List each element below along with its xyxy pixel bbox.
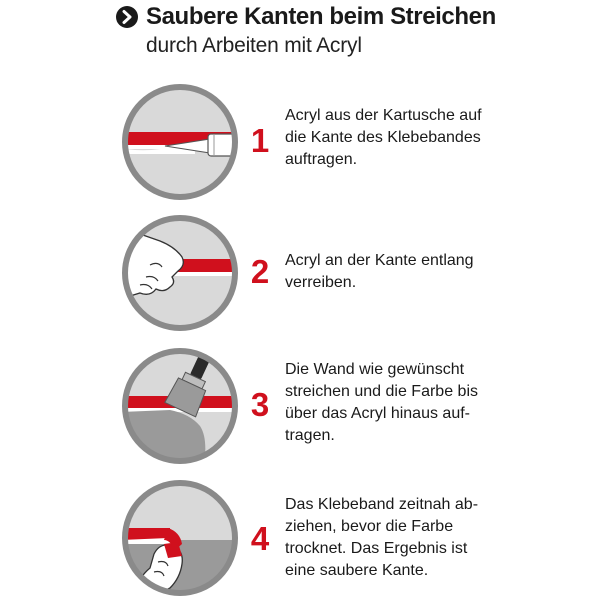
step-number: 1 [250, 122, 270, 159]
step-1 [0, 82, 600, 207]
tape-peel-icon [120, 478, 240, 598]
step-4 [0, 478, 600, 603]
step-2 [0, 213, 600, 338]
step-number: 2 [250, 253, 270, 290]
step-text: Acryl aus der Kartusche auf die Kante des Klebebandes auftragen. [285, 107, 482, 168]
header [116, 2, 586, 58]
finger-smoothing-icon [120, 213, 240, 333]
step-number: 3 [250, 386, 270, 423]
step-text: Acryl an der Kante entlang verreiben. [285, 252, 474, 291]
page-subtitle: durch Arbeiten mit Acryl [146, 34, 362, 57]
step-text: Die Wand wie gewünscht streichen und die Farbe bis über das Acryl hinaus auf- tragen. [285, 361, 478, 444]
chevron-right-circle-icon [116, 6, 138, 28]
page-title: Saubere Kanten beim Streichen [146, 3, 496, 30]
paint-brush-icon [120, 346, 240, 466]
caulk-gun-icon [120, 82, 240, 202]
title-row [116, 2, 586, 32]
step-text: Das Klebeband zeitnah ab- ziehen, bevor die Farbe trocknet. Das Ergebnis ist eine saubere Kante. [285, 496, 479, 579]
step-3 [0, 346, 600, 471]
step-number: 4 [250, 520, 270, 557]
